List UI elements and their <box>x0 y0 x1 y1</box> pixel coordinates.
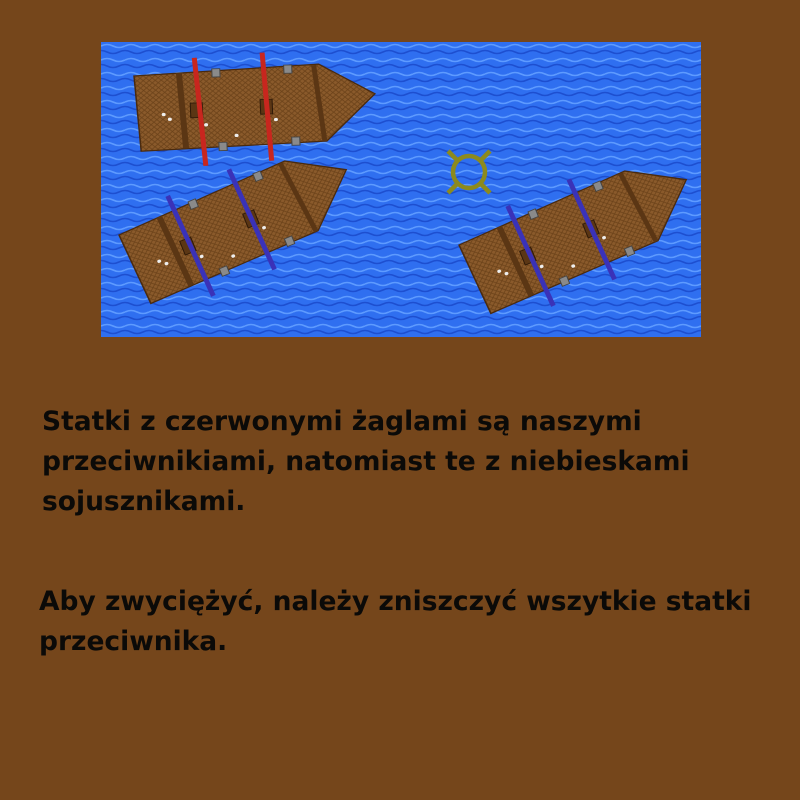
rules-paragraph-victory: Aby zwyciężyć, należy zniszczyć wszytkie statki przeciwnika. <box>39 586 752 657</box>
rules-paragraph-ships: Statki z czerwonymi żaglami są naszymi przeciwnikiami, natomiast te z niebieskami sojusznikami. <box>42 406 690 517</box>
sea-preview <box>101 42 701 337</box>
